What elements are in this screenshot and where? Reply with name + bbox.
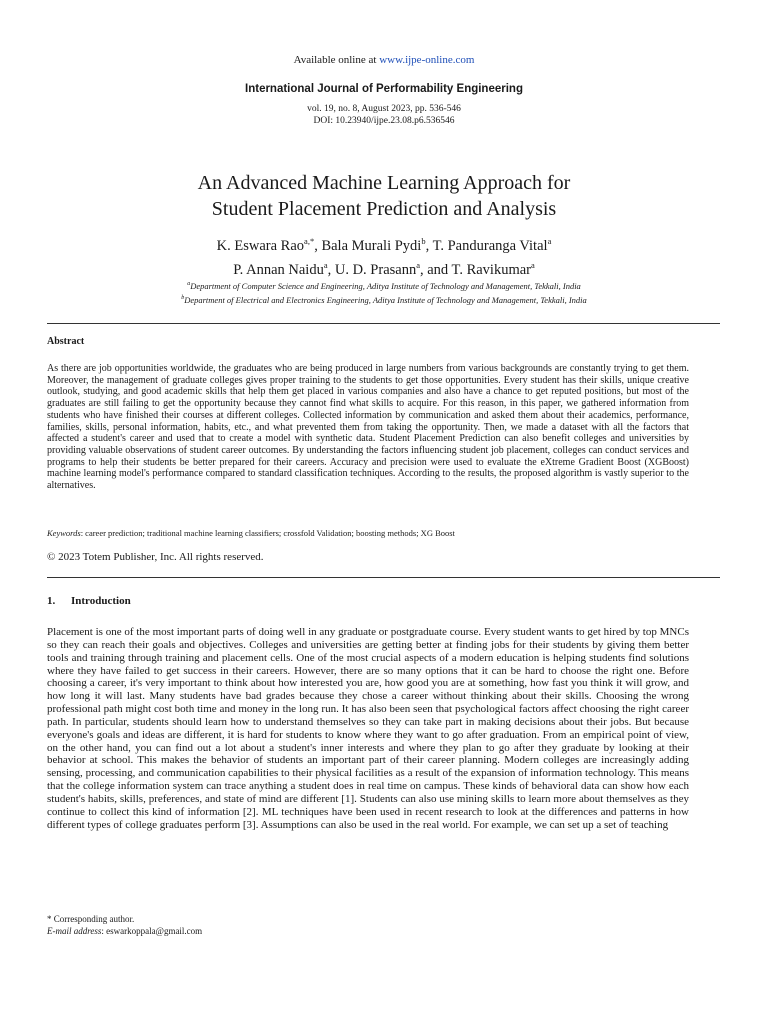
title-line-2: Student Placement Prediction and Analysis <box>211 198 557 220</box>
top-divider <box>47 323 720 324</box>
author-name: , Bala Murali Pydi <box>314 237 422 254</box>
keywords-text: : career prediction; traditional machine learning classifiers; crossfold Validation; boosting methods; XG Boost <box>80 528 455 538</box>
affiliation-b <box>0 292 768 306</box>
author-line-1 <box>0 232 768 256</box>
title-line-1: An Advanced Machine Learning Approach for <box>197 172 571 194</box>
availability-prefix: Available online at <box>293 54 380 66</box>
abstract-text: As there are job opportunities worldwide, the graduates who are being produced in large numbers from various backgrounds are constantly trying to get them. Moreover, the management of graduate colleges gives proper training to the students to get those opportunities. Every student has their skills, unique creative outlook, studying, and good academic skills that help them get placed in various companies and also have a chance to get reputed positions, but most of the graduates are still failing to get the opportunity because they cannot find what skills to acquire. For this reason, in this paper, we gathered information from students who have finished their courses at different colleges. Collected information by communication and asked them about their academics, performance, families, skills, personal information, habits, etc., and what prevented them from taking the opportunity. Then, we made a dataset with all the factors that affected a student's career and used that to create a model with synthetic data. Student Placement Prediction can also benefit colleges and universities by providing valuable observations of student career outcomes. By understanding the factors influencing student job placement, colleges can conduct services and programs to help their students be better prepared for their careers. Accuracy and precision were used to evaluate the eXtreme Gradient Boost (XGBoost) machine learning model's performance compared to standard classification techniques. According to the results, the proposed algorithm is vastly superior to the alternatives. <box>47 363 689 492</box>
author-sup: a <box>531 260 535 271</box>
author-sup: a <box>416 260 420 271</box>
section-number: 1. <box>47 595 56 607</box>
section-divider <box>47 577 720 578</box>
corresponding-author-note: * Corresponding author. <box>47 914 135 924</box>
author-name: , U. D. Prasann <box>327 262 417 279</box>
affiliations <box>0 278 768 306</box>
section-title: Introduction <box>71 595 131 607</box>
footnote <box>47 913 202 937</box>
affiliation-text: Department of Electrical and Electronics Engineering, Aditya Institute of Technology and Management, Tekkali, India <box>184 294 587 305</box>
author-name: , T. Panduranga Vital <box>425 237 548 254</box>
journal-name: International Journal of Performability Engineering <box>245 83 523 95</box>
author-name: K. Eswara Rao <box>216 237 305 254</box>
author-list <box>0 232 768 281</box>
author-name: , and T. Ravikumar <box>420 262 532 279</box>
volume-line: vol. 19, no. 8, August 2023, pp. 536-546 <box>307 104 461 114</box>
keywords-line <box>47 528 689 538</box>
email-label: E-mail address <box>47 926 102 936</box>
volume-info <box>0 103 768 127</box>
section-heading <box>47 595 131 607</box>
paper-title <box>0 170 768 222</box>
author-sup: a <box>323 260 328 271</box>
availability-line <box>0 54 768 66</box>
author-name: P. Annan Naidu <box>233 262 324 279</box>
copyright-notice: © 2023 Totem Publisher, Inc. All rights reserved. <box>47 551 264 563</box>
author-sup: b <box>421 236 426 246</box>
email-address: : eswarkoppala@gmail.com <box>101 926 203 936</box>
doi-line: DOI: 10.23940/ijpe.23.08.p6.536546 <box>313 116 455 126</box>
affiliation-sup: a <box>187 281 191 287</box>
introduction-text: Placement is one of the most important parts of doing well in any graduate or postgraduate course. Every student wants to get hired by top MNCs so they can reach their goals and objectives. Colleges and universities are getting better at finding jobs for their students by giving them better tools and training through training and placement cells. One of the most crucial aspects of a modern education is helping students find solutions where they have failed to get success in their careers. However, there are so many options that it can be hard to choose the right one. Before choosing a career, it's very important to think about how interested you are, how good you are at something, how fast you think it will grow, and how long it will last. Many students have bad grades because they chose a career without thinking about their skills. Choosing the wrong professional path might cost both time and money in the long run. It has also been seen that psychological factors affect choosing the right career path. In particular, students should learn how to understand themselves so they can take part in making decisions about their jobs. But because everyone's goals and ideas are different, it is hard for students to know where they want to go after graduation. From an empirical point of view, on the other hand, you can find out a lot about a student's inner interests and where they plan to go after they graduate by looking at their behavior at school. This makes the behavior of students an important part of their career planning. Modern colleges are increasingly adding sensing, processing, and communication capabilities to their physical facilities as a result of the expansion of information technology. This means that the college information system can trace anything a student does in real time on campus. These kinds of behavioral data can show how each student's habits, skills, preferences, and state of mind are different [1]. Students can also use mining skills to learn more about themselves as they continue to collect this kind of information [2]. ML techniques have been used in recent research to look at the differences and patterns in how different types of college graduates perform [3]. Assumptions can also be used in the real world. For example, we can set up a set of teaching <box>47 626 689 831</box>
journal-website-link[interactable]: www.ijpe-online.com <box>379 54 475 66</box>
keywords-label: Keywords <box>47 528 81 538</box>
email-line <box>47 925 202 937</box>
author-line-2 <box>0 256 768 280</box>
affiliation-text: Department of Computer Science and Engineering, Aditya Institute of Technology and Management, Tekkali, India <box>190 280 581 291</box>
affiliation-sup: b <box>181 294 185 301</box>
author-sup: a,* <box>304 236 315 246</box>
abstract-heading: Abstract <box>47 336 85 347</box>
author-sup: a <box>547 236 552 246</box>
affiliation-a <box>0 278 768 292</box>
